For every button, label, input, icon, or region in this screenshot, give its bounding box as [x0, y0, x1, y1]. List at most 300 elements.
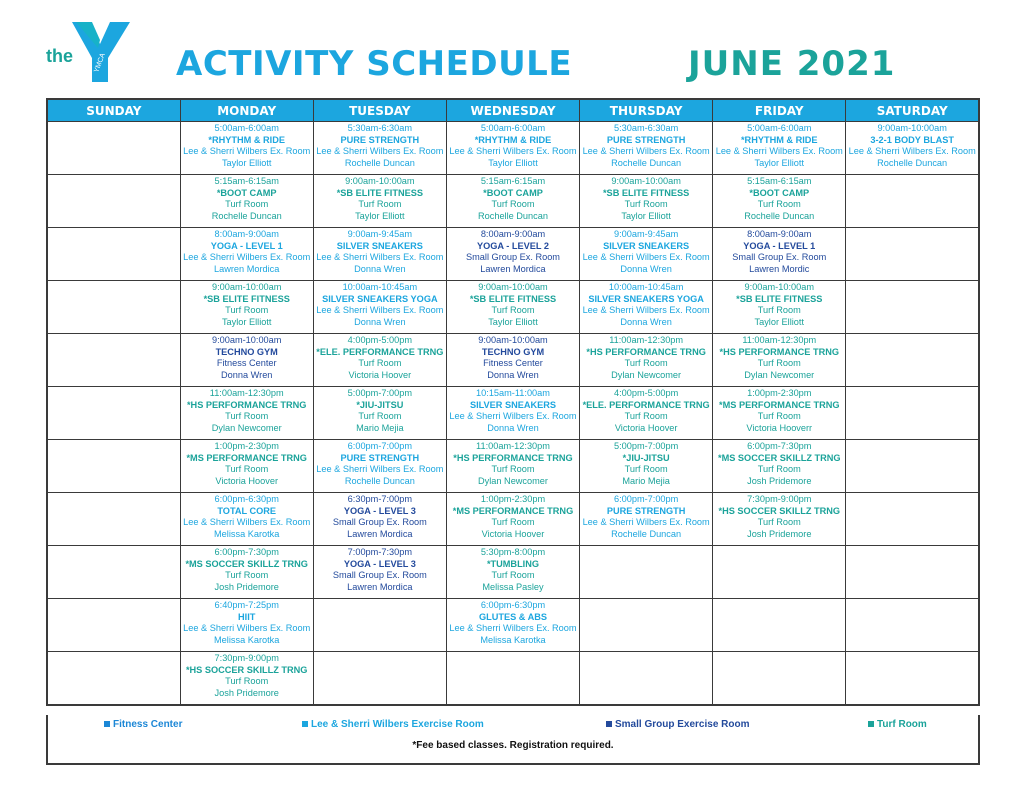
class-time: 4:00pm-5:00pm — [613, 388, 679, 398]
schedule-row — [47, 599, 979, 652]
class-entry — [580, 281, 712, 328]
schedule-cell — [713, 228, 846, 281]
schedule-cell — [713, 387, 846, 440]
class-entry — [447, 599, 579, 646]
class-instructor: Melissa Karotka — [214, 528, 280, 539]
class-instructor: Rochelle Duncan — [344, 475, 415, 486]
class-name: SILVER SNEAKERS — [336, 240, 423, 251]
class-name: *HS PERFORMANCE TRNG — [719, 346, 839, 357]
schedule-cell — [47, 493, 180, 546]
class-entry — [447, 546, 579, 593]
class-time: 10:00am-10:45am — [608, 282, 684, 292]
class-name: SILVER SNEAKERS YOGA — [588, 293, 704, 304]
class-instructor: Melissa Karotka — [480, 634, 546, 645]
class-entry — [713, 387, 845, 434]
schedule-cell — [846, 281, 979, 334]
ymca-logo — [46, 18, 146, 84]
schedule-table — [46, 98, 980, 706]
class-room: Lee & Sherri Wilbers Ex. Room — [848, 146, 976, 157]
class-name: SILVER SNEAKERS — [469, 399, 557, 410]
class-entry — [314, 228, 446, 275]
class-entry — [580, 334, 712, 381]
day-header: WEDNESDAY — [446, 99, 579, 122]
class-instructor: Rochelle Duncan — [611, 528, 682, 539]
class-entry — [314, 175, 446, 222]
class-name: *SB ELITE FITNESS — [469, 293, 557, 304]
schedule-cell — [180, 546, 313, 599]
class-time: 5:00am-6:00am — [747, 123, 812, 133]
class-instructor: Donna Wren — [620, 263, 672, 274]
schedule-cell — [580, 122, 713, 175]
class-entry — [181, 599, 313, 646]
schedule-cell — [846, 334, 979, 387]
class-name: *SB ELITE FITNESS — [336, 187, 423, 198]
schedule-cell — [313, 493, 446, 546]
class-entry — [447, 122, 579, 169]
class-entry — [713, 493, 845, 540]
class-entry — [580, 228, 712, 275]
class-instructor: Rochelle Duncan — [877, 157, 948, 168]
schedule-cell — [47, 546, 180, 599]
class-instructor: Taylor Elliott — [488, 157, 538, 168]
class-instructor: Rochelle Duncan — [611, 157, 682, 168]
schedule-cell — [47, 281, 180, 334]
schedule-cell — [713, 281, 846, 334]
legend-swatch-icon — [868, 721, 874, 727]
schedule-cell — [846, 440, 979, 493]
day-header: FRIDAY — [713, 99, 846, 122]
class-instructor: Josh Pridemore — [747, 528, 812, 539]
class-room: Lee & Sherri Wilbers Ex. Room — [582, 252, 710, 263]
class-room: Turf Room — [624, 199, 668, 210]
page-title: ACTIVITY SCHEDULE — [176, 44, 573, 84]
class-entry — [181, 652, 313, 699]
schedule-row — [47, 228, 979, 281]
class-entry — [713, 281, 845, 328]
class-time: 7:30pm-9:00pm — [747, 494, 812, 504]
class-instructor: Taylor Elliott — [221, 157, 272, 168]
schedule-row — [47, 387, 979, 440]
class-room: Lee & Sherri Wilbers Ex. Room — [449, 146, 577, 157]
schedule-cell — [180, 175, 313, 228]
class-entry — [314, 546, 446, 593]
class-name: PURE STRENGTH — [606, 134, 686, 145]
schedule-cell — [846, 175, 979, 228]
legend-swatch-icon — [104, 721, 110, 727]
class-instructor: Taylor Elliott — [488, 316, 538, 327]
schedule-cell — [446, 281, 579, 334]
class-instructor: Donna Wren — [487, 369, 539, 380]
day-header: MONDAY — [180, 99, 313, 122]
class-name: *TUMBLING — [486, 558, 540, 569]
class-name: YOGA - LEVEL 1 — [210, 240, 283, 251]
legend-lee-sherri-room — [302, 719, 484, 730]
class-instructor: Mario Mejia — [356, 422, 404, 433]
schedule-cell — [713, 175, 846, 228]
schedule-cell — [313, 599, 446, 652]
class-time: 8:00am-9:00am — [747, 229, 812, 239]
class-name: YOGA - LEVEL 3 — [343, 505, 416, 516]
schedule-cell — [580, 652, 713, 706]
class-instructor: Victoria Hoover — [614, 422, 678, 433]
class-name: SILVER SNEAKERS — [603, 240, 690, 251]
class-time: 5:30am-6:30am — [613, 123, 679, 133]
class-instructor: Taylor Elliott — [754, 316, 805, 327]
class-room: Turf Room — [225, 570, 269, 581]
class-instructor: Taylor Elliott — [221, 316, 272, 327]
class-time: 9:00am-10:00am — [211, 335, 282, 345]
legend-label: Fitness Center — [113, 719, 183, 730]
class-entry — [580, 175, 712, 222]
class-room: Lee & Sherri Wilbers Ex. Room — [449, 623, 577, 634]
class-time: 10:00am-10:45am — [342, 282, 418, 292]
class-name: *MS PERFORMANCE TRNG — [452, 505, 574, 516]
schedule-cell — [580, 440, 713, 493]
legend-swatch-icon — [302, 721, 308, 727]
schedule-cell — [713, 493, 846, 546]
schedule-footer — [46, 715, 980, 765]
class-time: 9:00am-10:00am — [345, 176, 415, 186]
schedule-cell — [846, 122, 979, 175]
class-time: 9:00am-10:00am — [478, 335, 548, 345]
schedule-cell — [47, 652, 180, 706]
class-time: 6:00pm-6:30pm — [480, 600, 546, 610]
class-instructor: Donna Wren — [354, 316, 406, 327]
schedule-cell — [47, 387, 180, 440]
class-instructor: Melissa Pasley — [482, 581, 544, 592]
schedule-cell — [446, 493, 579, 546]
class-room: Lee & Sherri Wilbers Ex. Room — [183, 146, 311, 157]
class-name: YOGA - LEVEL 2 — [477, 240, 549, 251]
class-instructor: Victoria Hoover — [481, 528, 545, 539]
class-time: 7:30pm-9:00pm — [214, 653, 279, 663]
class-name: *MS SOCCER SKILLZ TRNG — [718, 452, 841, 463]
class-entry — [846, 122, 978, 169]
class-room: Small Group Ex. Room — [332, 570, 427, 581]
schedule-cell — [313, 440, 446, 493]
schedule-cell — [713, 599, 846, 652]
class-instructor: Donna Wren — [487, 422, 539, 433]
class-instructor: Lawren Mordica — [347, 528, 413, 539]
class-entry — [447, 493, 579, 540]
schedule-cell — [713, 334, 846, 387]
class-name: *SB ELITE FITNESS — [736, 293, 823, 304]
class-time: 5:15am-6:15am — [480, 176, 546, 186]
class-time: 4:00pm-5:00pm — [347, 335, 413, 345]
schedule-cell — [846, 493, 979, 546]
class-name: *MS PERFORMANCE TRNG — [719, 399, 840, 410]
schedule-cell — [446, 334, 579, 387]
class-time: 5:00pm-7:00pm — [613, 441, 679, 451]
class-room: Turf Room — [624, 464, 668, 475]
class-entry — [580, 122, 712, 169]
class-entry — [181, 546, 313, 593]
schedule-cell — [446, 599, 579, 652]
schedule-cell — [47, 122, 180, 175]
class-room: Turf Room — [358, 199, 402, 210]
class-room: Turf Room — [624, 358, 668, 369]
schedule-cell — [580, 493, 713, 546]
class-room: Fitness Center — [216, 358, 277, 369]
class-instructor: Victoria Hoover — [348, 369, 412, 380]
class-room: Turf Room — [757, 517, 801, 528]
class-name: *SB ELITE FITNESS — [203, 293, 290, 304]
schedule-cell — [580, 228, 713, 281]
class-time: 6:00pm-7:00pm — [613, 494, 679, 504]
schedule-cell — [313, 228, 446, 281]
class-room: Turf Room — [225, 199, 269, 210]
the-logo-text: the — [46, 46, 73, 66]
class-instructor: Josh Pridemore — [214, 687, 279, 698]
schedule-cell — [180, 334, 313, 387]
class-name: TECHNO GYM — [215, 346, 278, 357]
schedule-cell — [180, 493, 313, 546]
schedule-row — [47, 440, 979, 493]
class-time: 1:00pm-2:30pm — [214, 441, 279, 451]
class-room: Lee & Sherri Wilbers Ex. Room — [316, 464, 444, 475]
class-room: Turf Room — [491, 305, 535, 316]
class-name: *SB ELITE FITNESS — [602, 187, 690, 198]
class-room: Turf Room — [225, 411, 269, 422]
schedule-row — [47, 334, 979, 387]
schedule-row — [47, 546, 979, 599]
class-entry — [314, 334, 446, 381]
day-header: THURSDAY — [580, 99, 713, 122]
class-instructor: Donna Wren — [221, 369, 273, 380]
month-title: JUNE 2021 — [688, 44, 896, 84]
class-instructor: Taylor Elliott — [621, 210, 671, 221]
class-room: Turf Room — [491, 199, 535, 210]
class-instructor: Dylan Newcomer — [744, 369, 815, 380]
schedule-cell — [180, 122, 313, 175]
class-room: Small Group Ex. Room — [466, 252, 560, 263]
schedule-cell — [446, 387, 579, 440]
class-name: *BOOT CAMP — [749, 187, 810, 198]
class-room: Turf Room — [757, 464, 801, 475]
class-room: Lee & Sherri Wilbers Ex. Room — [582, 305, 710, 316]
class-entry — [181, 493, 313, 540]
class-instructor: Rochelle Duncan — [344, 157, 415, 168]
schedule-cell — [713, 546, 846, 599]
schedule-row — [47, 281, 979, 334]
ymca-logo-text: YMCA — [93, 52, 107, 74]
class-name: *HS PERFORMANCE TRNG — [453, 452, 573, 463]
schedule-cell — [180, 599, 313, 652]
class-entry — [447, 334, 579, 381]
schedule-cell — [846, 387, 979, 440]
schedule-cell — [846, 546, 979, 599]
class-time: 6:30pm-7:00pm — [347, 494, 413, 504]
class-room: Turf Room — [358, 411, 402, 422]
class-entry — [713, 334, 845, 381]
day-header: SUNDAY — [47, 99, 180, 122]
class-room: Turf Room — [757, 305, 801, 316]
schedule-row — [47, 122, 979, 175]
day-header: TUESDAY — [313, 99, 446, 122]
class-entry — [713, 440, 845, 487]
class-room: Lee & Sherri Wilbers Ex. Room — [316, 146, 444, 157]
class-name: TECHNO GYM — [481, 346, 545, 357]
class-name: SILVER SNEAKERS YOGA — [322, 293, 438, 304]
schedule-cell — [580, 281, 713, 334]
schedule-cell — [47, 599, 180, 652]
schedule-cell — [47, 440, 180, 493]
class-instructor: Donna Wren — [620, 316, 672, 327]
class-instructor: Dylan Newcomer — [611, 369, 682, 380]
schedule-cell — [313, 334, 446, 387]
class-time: 1:00pm-2:30pm — [480, 494, 546, 504]
class-entry — [181, 228, 313, 275]
schedule-cell — [313, 281, 446, 334]
class-room: Lee & Sherri Wilbers Ex. Room — [316, 252, 444, 263]
class-time: 11:00am-12:30pm — [209, 388, 284, 398]
class-room: Lee & Sherri Wilbers Ex. Room — [715, 146, 843, 157]
legend-label: Small Group Exercise Room — [615, 719, 750, 730]
class-name: *RHYTHM & RIDE — [740, 134, 818, 145]
class-entry — [181, 387, 313, 434]
class-name: 3-2-1 BODY BLAST — [870, 134, 954, 145]
class-time: 11:00am-12:30pm — [742, 335, 817, 345]
legend-label: Turf Room — [877, 719, 927, 730]
schedule-cell — [180, 228, 313, 281]
class-entry — [314, 281, 446, 328]
class-instructor: Dylan Newcomer — [478, 475, 548, 486]
class-name: GLUTES & ABS — [478, 611, 548, 622]
schedule-cell — [47, 175, 180, 228]
class-room: Turf Room — [624, 411, 668, 422]
schedule-cell — [313, 546, 446, 599]
class-instructor: Victoria Hoover — [215, 475, 279, 486]
class-name: *BOOT CAMP — [216, 187, 277, 198]
class-instructor: Donna Wren — [354, 263, 406, 274]
class-time: 11:00am-12:30pm — [609, 335, 684, 345]
schedule-cell — [580, 599, 713, 652]
class-entry — [447, 228, 579, 275]
class-name: *HS SOCCER SKILLZ TRNG — [185, 664, 308, 675]
class-instructor: Lawren Mordica — [480, 263, 546, 274]
class-room: Small Group Ex. Room — [332, 517, 427, 528]
class-name: YOGA - LEVEL 3 — [343, 558, 416, 569]
class-entry — [181, 122, 313, 169]
class-entry — [447, 440, 579, 487]
class-entry — [181, 334, 313, 381]
class-entry — [314, 387, 446, 434]
class-time: 6:00pm-7:30pm — [747, 441, 812, 451]
schedule-cell — [180, 281, 313, 334]
class-room: Turf Room — [757, 358, 801, 369]
class-room: Turf Room — [225, 676, 269, 687]
class-time: 9:00am-10:00am — [744, 282, 814, 292]
class-name: *RHYTHM & RIDE — [208, 134, 285, 145]
class-room: Lee & Sherri Wilbers Ex. Room — [582, 517, 710, 528]
schedule-cell — [446, 652, 579, 706]
schedule-cell — [580, 334, 713, 387]
class-room: Lee & Sherri Wilbers Ex. Room — [183, 517, 311, 528]
class-entry — [713, 122, 845, 169]
class-time: 9:00am-10:00am — [211, 282, 282, 292]
schedule-cell — [180, 440, 313, 493]
schedule-cell — [713, 440, 846, 493]
schedule-cell — [446, 122, 579, 175]
class-time: 6:00pm-7:00pm — [347, 441, 413, 451]
class-instructor: Rochelle Duncan — [744, 210, 815, 221]
class-entry — [181, 440, 313, 487]
class-name: PURE STRENGTH — [606, 505, 686, 516]
class-time: 9:00am-10:00am — [611, 176, 681, 186]
fee-note: *Fee based classes. Registration required. — [412, 740, 614, 751]
class-name: *HS PERFORMANCE TRNG — [186, 399, 307, 410]
class-room: Turf Room — [757, 411, 801, 422]
ymca-y-icon — [46, 18, 146, 84]
class-entry — [580, 440, 712, 487]
day-header: SATURDAY — [846, 99, 979, 122]
class-time: 10:15am-11:00am — [476, 388, 550, 398]
schedule-cell — [313, 175, 446, 228]
class-time: 8:00am-9:00am — [214, 229, 279, 239]
schedule-cell — [713, 652, 846, 706]
schedule-cell — [713, 122, 846, 175]
class-time: 6:00pm-7:30pm — [214, 547, 279, 557]
class-room: Lee & Sherri Wilbers Ex. Room — [316, 305, 444, 316]
class-room: Lee & Sherri Wilbers Ex. Room — [582, 146, 710, 157]
class-entry — [181, 281, 313, 328]
class-time: 7:00pm-7:30pm — [347, 547, 413, 557]
schedule-row — [47, 493, 979, 546]
class-instructor: Dylan Newcomer — [211, 422, 282, 433]
legend-turf-room — [868, 719, 927, 730]
schedule-cell — [180, 652, 313, 706]
class-name: PURE STRENGTH — [340, 134, 420, 145]
class-entry — [447, 175, 579, 222]
class-room: Small Group Ex. Room — [732, 252, 827, 263]
class-name: *HS PERFORMANCE TRNG — [586, 346, 706, 357]
class-room: Turf Room — [491, 464, 535, 475]
schedule-row — [47, 175, 979, 228]
class-name: *ELE. PERFORMANCE TRNG — [582, 399, 710, 410]
schedule-cell — [446, 175, 579, 228]
class-entry — [713, 175, 845, 222]
class-time: 8:00am-9:00am — [480, 229, 546, 239]
class-instructor: Victoria Hooverr — [746, 422, 813, 433]
class-name: YOGA - LEVEL 1 — [743, 240, 816, 251]
class-time: 9:00am-10:00am — [478, 282, 548, 292]
schedule-cell — [580, 546, 713, 599]
class-room: Turf Room — [491, 570, 535, 581]
class-time: 5:00pm-7:00pm — [347, 388, 413, 398]
schedule-cell — [446, 228, 579, 281]
schedule-cell — [47, 334, 180, 387]
legend-small-group-room — [606, 719, 750, 730]
class-entry — [447, 387, 579, 434]
class-instructor: Lawren Mordic — [749, 263, 810, 274]
class-instructor: Taylor Elliott — [355, 210, 405, 221]
class-room: Turf Room — [358, 358, 402, 369]
class-name: *ELE. PERFORMANCE TRNG — [316, 346, 444, 357]
class-time: 1:00pm-2:30pm — [747, 388, 812, 398]
class-instructor: Melissa Karotka — [214, 634, 280, 645]
schedule-cell — [580, 175, 713, 228]
class-time: 5:00am-6:00am — [480, 123, 546, 133]
class-time: 5:15am-6:15am — [747, 176, 812, 186]
class-entry — [314, 122, 446, 169]
class-entry — [314, 493, 446, 540]
class-room: Lee & Sherri Wilbers Ex. Room — [183, 252, 311, 263]
class-name: *MS PERFORMANCE TRNG — [186, 452, 307, 463]
class-instructor: Josh Pridemore — [747, 475, 812, 486]
class-name: *RHYTHM & RIDE — [474, 134, 552, 145]
class-name: PURE STRENGTH — [340, 452, 420, 463]
schedule-cell — [846, 228, 979, 281]
